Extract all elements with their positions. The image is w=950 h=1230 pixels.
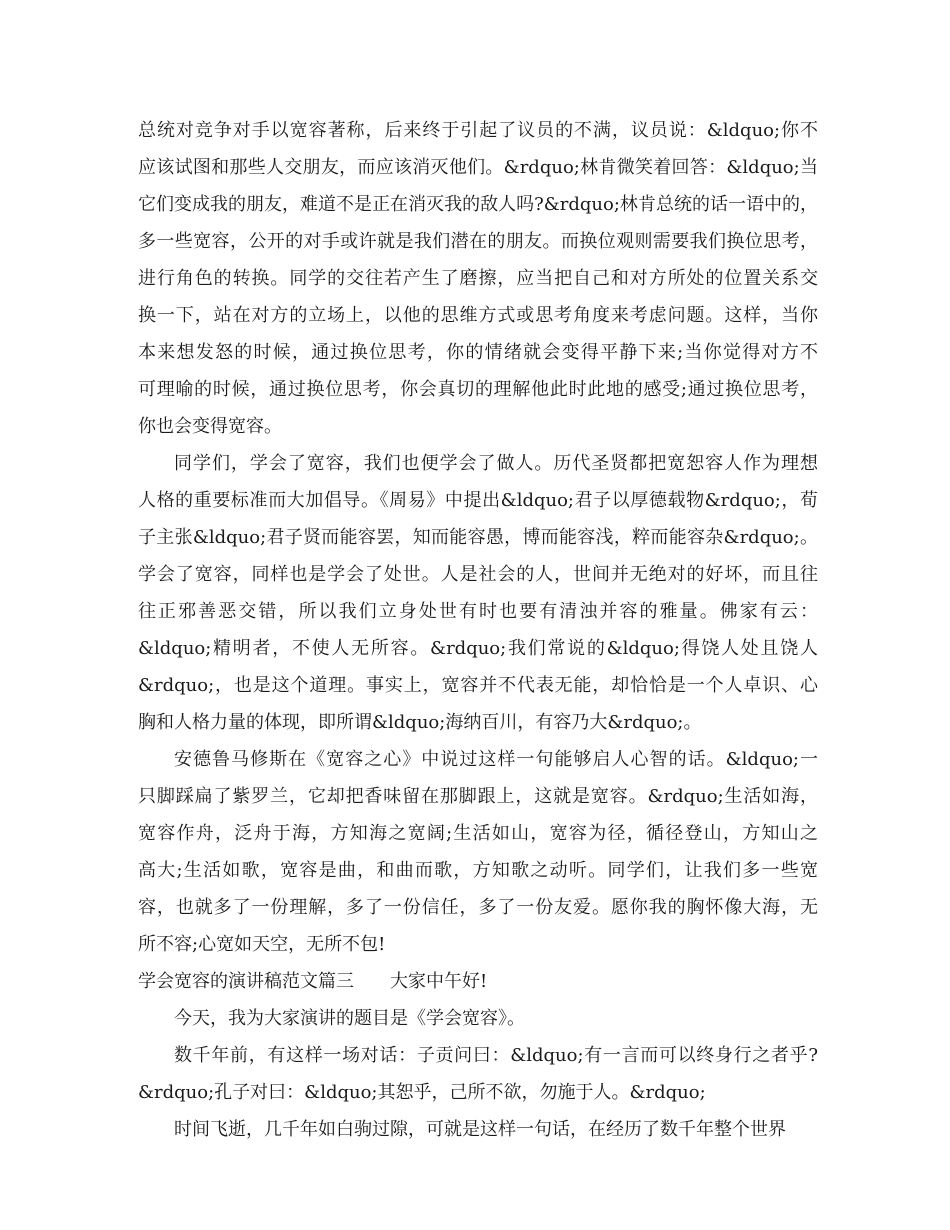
text-line: 时间飞逝，几千年如白驹过隙，可就是这样一句话，在经历了数千年整个世界 xyxy=(174,1119,786,1140)
text-line: 只脚踩扁了紫罗兰，它却把香味留在那脚跟上，这就是宽容。&rdquo;生活如海， xyxy=(138,786,818,807)
text-line: 容，也就多了一份理解，多了一份信任，多了一份友爱。愿你我的胸怀像大海，无 xyxy=(138,897,818,918)
body-text-bottom xyxy=(138,1000,818,1148)
paragraph-topic xyxy=(138,1000,818,1037)
text-line: 总统对竞争对手以宽容著称，后来终于引起了议员的不满，议员说：&ldquo;你不 xyxy=(138,120,818,141)
text-line: 可理喻的时候，通过换位思考，你会真切的理解他此时此地的感受;通过换位思考， xyxy=(138,379,818,400)
text-line: 换一下，站在对方的立场上，以他的思维方式或思考角度来考虑问题。这样，当你 xyxy=(138,305,818,326)
text-line: 子主张&ldquo;君子贤而能容罢，知而能容愚，博而能容浅，粹而能容杂&rdquo;。 xyxy=(138,527,818,548)
text-line: 所不容;心宽如天空，无所不包! xyxy=(138,934,386,955)
section-heading-greeting: 大家中午好! xyxy=(390,971,488,992)
text-line: 学会了宽容，同样也是学会了处世。人是社会的人，世间并无绝对的好坏，而且往 xyxy=(138,564,818,585)
text-line: 数千年前，有这样一场对话：子贡问曰：&ldquo;有一言而可以终身行之者乎? xyxy=(174,1045,818,1066)
text-line: 它们变成我的朋友，难道不是正在消灭我的敌人吗?&rdquo;林肯总统的话一语中的， xyxy=(138,194,818,215)
text-line: 同学们，学会了宽容，我们也便学会了做人。历代圣贤都把宽恕容人作为理想 xyxy=(174,453,818,474)
text-line: 安德鲁马修斯在《宽容之心》中说过这样一句能够启人心智的话。&ldquo;一 xyxy=(174,749,818,770)
text-line: &ldquo;精明者，不使人无所容。&rdquo;我们常说的&ldquo;得饶人处且饶人 xyxy=(138,638,818,659)
text-line: &rdquo;孔子对曰：&ldquo;其恕乎，己所不欲，勿施于人。&rdquo; xyxy=(138,1082,706,1103)
paragraph-andrew-mathews xyxy=(138,741,818,963)
paragraph-time xyxy=(138,1111,818,1148)
body-text-top xyxy=(138,112,818,963)
text-line: 往正邪善恶交错，所以我们立身处世有时也要有清浊并容的雅量。佛家有云： xyxy=(138,601,818,622)
paragraph-lincoln xyxy=(138,112,818,445)
text-line: 今天，我为大家演讲的题目是《学会宽容》。 xyxy=(174,1008,525,1029)
paragraph-dialogue xyxy=(138,1037,818,1111)
text-line: 高大;生活如歌，宽容是曲，和曲而歌，方知歌之动听。同学们，让我们多一些宽 xyxy=(138,860,818,881)
text-line: 本来想发怒的时候，通过换位思考，你的情绪就会变得平静下来;当你觉得对方不 xyxy=(138,342,818,363)
section-heading xyxy=(138,963,818,1000)
text-line: 人格的重要标准而大加倡导。《周易》中提出&ldquo;君子以厚德载物&rdquo;，荀 xyxy=(138,490,818,511)
text-line: &rdquo;，也是这个道理。事实上，宽容并不代表无能，却恰恰是一个人卓识、心 xyxy=(138,675,818,696)
text-line: 进行角色的转换。同学的交往若产生了磨擦，应当把自己和对方所处的位置关系交 xyxy=(138,268,818,289)
text-line: 应该试图和那些人交朋友，而应该消灭他们。&rdquo;林肯微笑着回答：&ldquo;当 xyxy=(138,157,818,178)
section-heading-title: 学会宽容的演讲稿范文篇三 xyxy=(138,971,354,992)
text-line: 胸和人格力量的体现，即所谓&ldquo;海纳百川，有容乃大&rdquo;。 xyxy=(138,712,702,733)
document-page xyxy=(138,112,818,1148)
text-line: 多一些宽容，公开的对手或许就是我们潜在的朋友。而换位观则需要我们换位思考， xyxy=(138,231,818,252)
text-line: 宽容作舟，泛舟于海，方知海之宽阔;生活如山，宽容为径，循径登山，方知山之 xyxy=(138,823,818,844)
text-line: 你也会变得宽容。 xyxy=(138,416,282,437)
paragraph-zhouyi xyxy=(138,445,818,741)
